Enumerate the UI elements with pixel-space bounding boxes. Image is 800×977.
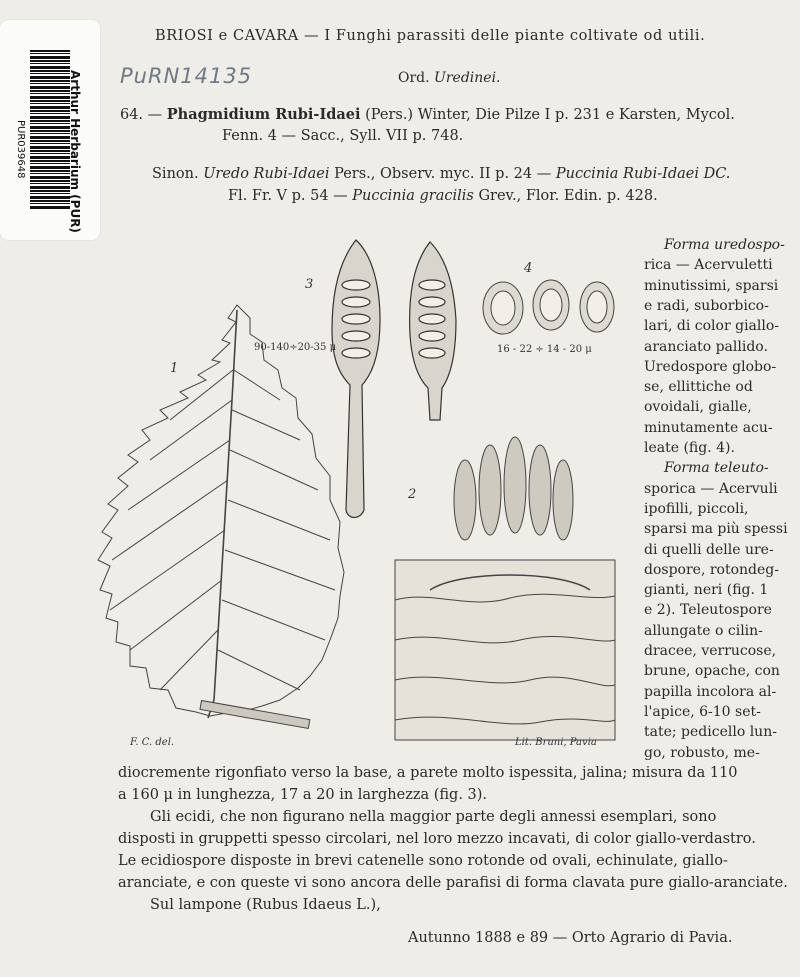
- right-column-line: minutamente acu-: [644, 419, 773, 436]
- right-column-line: l'apice, 6-10 set-: [644, 703, 761, 720]
- body-line-4: disposti in gruppetti spesso circolari, nel loro mezzo incavati, di color giallo-verdastro.: [118, 831, 756, 847]
- body-line-2: a 160 μ in lunghezza, 17 a 20 in larghezza (fig. 3).: [118, 787, 488, 803]
- synonym-name-1: Uredo Rubi-Idaei: [203, 166, 330, 182]
- synonym-name-3: Puccinia gracilis: [352, 188, 474, 204]
- synonym-name-2: Puccinia Rubi-Idaei DC.: [555, 166, 731, 182]
- body-line-3: Gli ecidi, che non figurano nella maggior parte degli annessi esemplari, sono: [150, 809, 717, 825]
- body-line-7: Sul lampone (Rubus Idaeus L.),: [150, 897, 381, 913]
- species-citation: (Pers.) Winter, Die Pilze I p. 231 e Karsten, Mycol.: [365, 107, 735, 123]
- synonym-ref-1: Pers., Observ. myc. II p. 24 —: [334, 166, 552, 182]
- handwritten-accession: PuRN14135: [120, 64, 253, 88]
- leaf-drawing: [98, 305, 344, 728]
- fig-2-label: 2: [408, 487, 417, 502]
- right-column-line: sparsi ma più spessi: [644, 521, 788, 538]
- synonym-ref-3: Grev., Flor. Edin. p. 428.: [478, 188, 658, 204]
- institution-label: Arthur Herbarium (PUR): [68, 70, 82, 233]
- artist-signature: F. C. del.: [130, 737, 175, 748]
- body-line-6: aranciate, e con queste vi sono ancora delle parafisi di forma clavata pure giallo-aranciate.: [118, 875, 788, 891]
- right-column-line: Forma uredospo-: [664, 237, 785, 253]
- page-header: BRIOSI e CAVARA — I Funghi parassiti delle piante coltivate od utili.: [155, 28, 706, 44]
- uredospore-drawing: [483, 280, 614, 334]
- species-name: Phagmidium Rubi-Idaei: [166, 106, 361, 123]
- right-column-line: minutissimi, sparsi: [644, 277, 779, 294]
- right-column-line: aranciato pallido.: [644, 338, 768, 355]
- fig-4-label: 4: [524, 261, 533, 276]
- right-column-line: gianti, neri (fig. 1: [644, 582, 769, 599]
- right-column-line: go, robusto, me-: [644, 744, 760, 761]
- lithographer-signature: Lit. Bruni, Pavia: [515, 737, 597, 748]
- right-column-line: rica — Acervuletti: [644, 257, 773, 274]
- right-column-line: papilla incolora al-: [644, 683, 777, 700]
- teleutospore-drawing: [332, 240, 456, 518]
- right-column-line: dracee, verrucose,: [644, 643, 777, 659]
- body-line-1: diocremente rigonfiato verso la base, a parete molto ispessita, jalina; misura da 110: [118, 765, 738, 781]
- right-column-line: Uredospore globo-: [644, 358, 777, 375]
- fig-4-measure: 16 - 22 ÷ 14 - 20 μ: [497, 344, 592, 355]
- right-column-line: e radi, suborbico-: [644, 297, 769, 314]
- right-column-line: leate (fig. 4).: [644, 440, 735, 456]
- order-prefix: Ord.: [398, 70, 430, 86]
- right-column-line: tate; pedicello lun-: [644, 724, 777, 741]
- right-column-line: ipofilli, piccoli,: [644, 500, 749, 517]
- right-column-line: sporica — Acervuli: [644, 480, 778, 497]
- body-line-5: Le ecidiospore disposte in brevi catenelle sono rotonde od ovali, echinulate, giallo-: [118, 853, 728, 869]
- right-column-line: ovoidali, gialle,: [644, 399, 752, 416]
- right-column-line: Forma teleuto-: [664, 460, 769, 477]
- right-column-line: brune, opache, con: [644, 663, 780, 680]
- right-column-line: e 2). Teleutospore: [644, 602, 772, 619]
- right-column-line: lari, di color giallo-: [644, 318, 780, 335]
- synonym-label: Sinon.: [152, 166, 199, 182]
- specimen-code: PUR039648: [15, 120, 26, 179]
- fig-3-label: 3: [305, 277, 314, 292]
- synonym-ref-2: Fl. Fr. V p. 54 —: [228, 188, 348, 204]
- right-column-line: allungate o cilin-: [644, 622, 763, 639]
- leaf-section-drawing: [395, 437, 615, 740]
- species-line-2: Fenn. 4 — Sacc., Syll. VII p. 748.: [222, 128, 464, 144]
- right-column-line: dospore, rotondeg-: [644, 561, 779, 578]
- right-column-line: di quelli delle ure-: [644, 541, 774, 558]
- right-column-line: se, ellittiche od: [644, 379, 753, 396]
- species-number: 64. —: [120, 107, 163, 123]
- footer-location: Autunno 1888 e 89 — Orto Agrario di Pavia.: [408, 930, 733, 946]
- fig-3-measure: 90-140÷20-35 μ: [254, 342, 337, 353]
- order-name: Uredinei.: [434, 70, 501, 86]
- fig-1-label: 1: [170, 361, 179, 376]
